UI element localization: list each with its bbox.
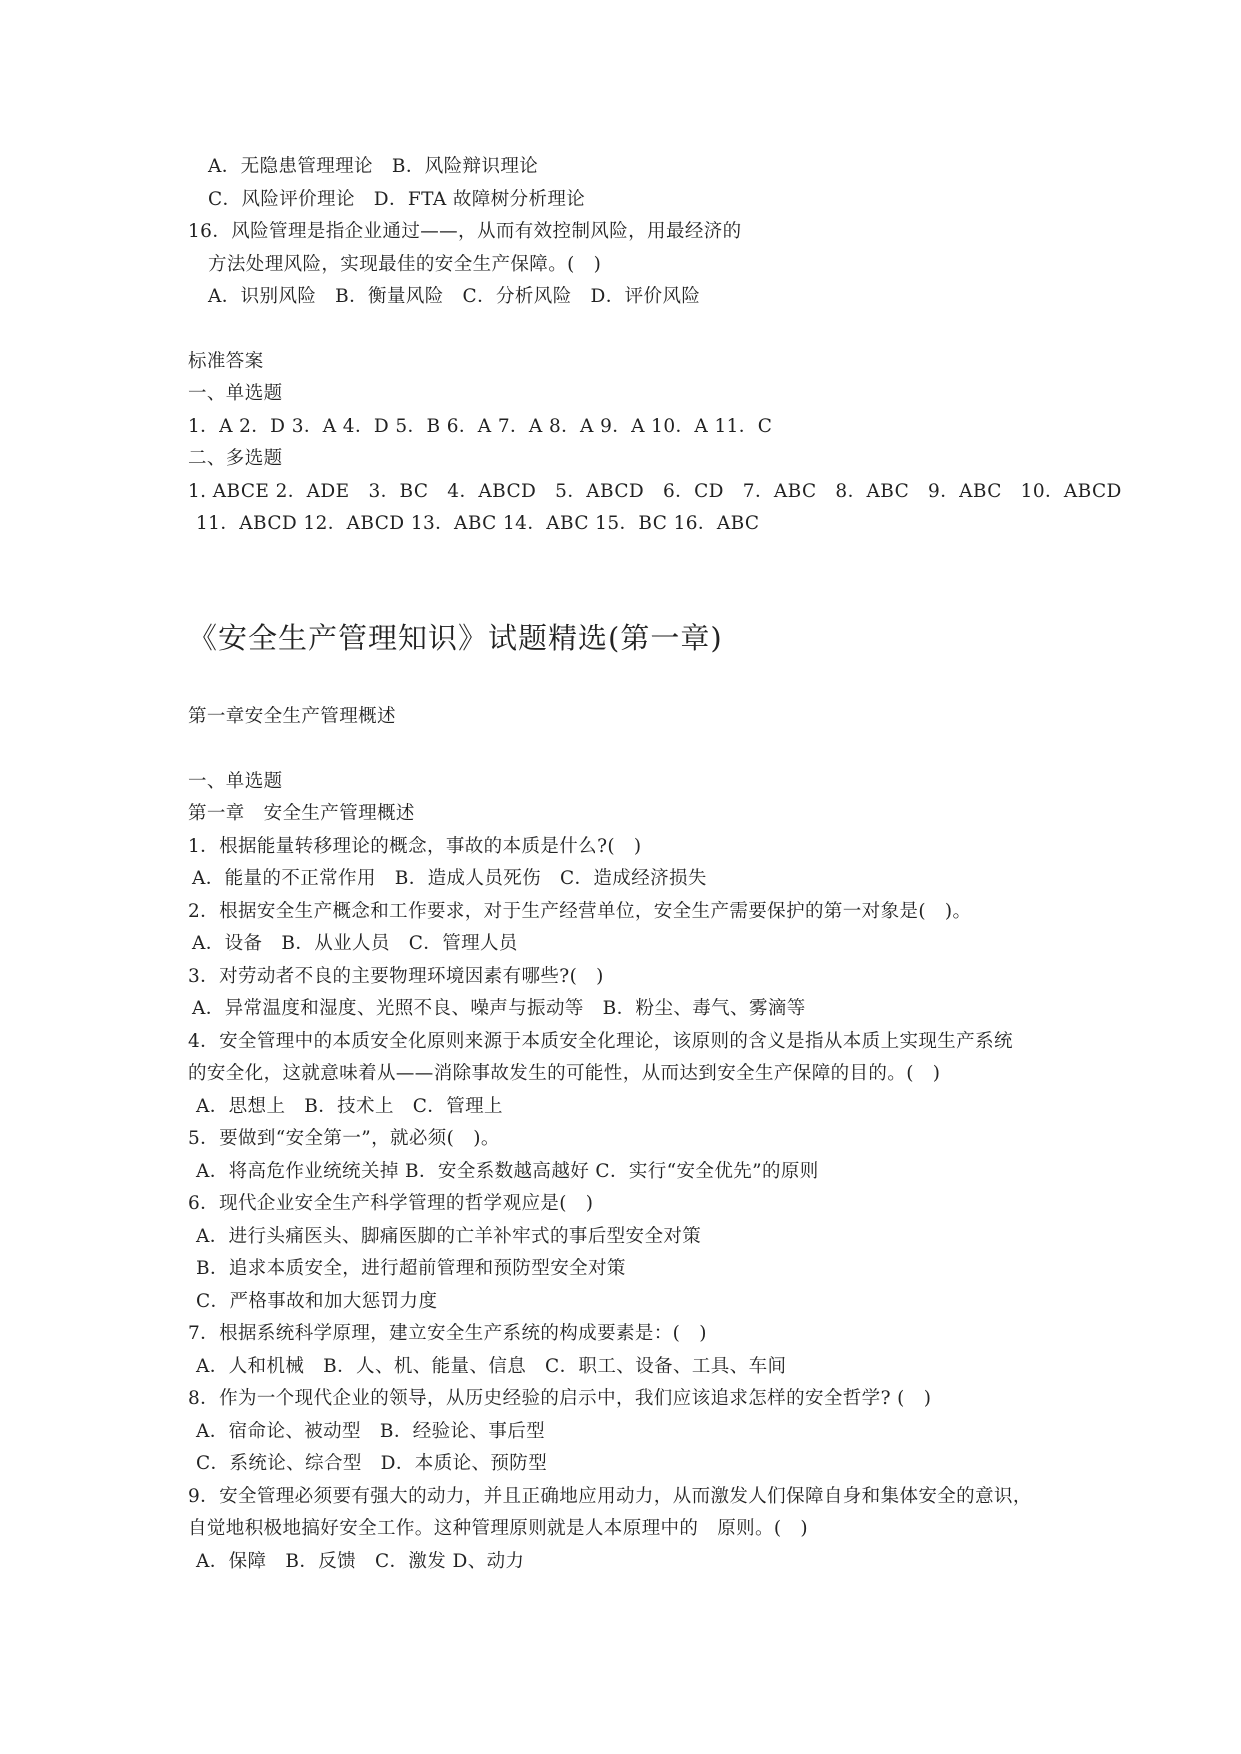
answer-line: 1. ABCE 2．ADE 3．BC 4．ABCD 5．ABCD 6．CD 7．ABC 8．ABC 9．ABC 10．ABCD [188, 481, 1122, 502]
question-line: 7．根据系统科学原理，建立安全生产系统的构成要素是：( ) [188, 1323, 707, 1344]
option-line: B．追求本质安全，进行超前管理和预防型安全对策 [196, 1258, 626, 1279]
option-line: A．识别风险 B．衡量风险 C．分析风险 D．评价风险 [208, 286, 701, 307]
option-line: C．风险评价理论 D．FTA 故障树分析理论 [208, 189, 586, 210]
section-heading: 二、多选题 [188, 448, 283, 469]
question-line: 6．现代企业安全生产科学管理的哲学观应是( ) [188, 1193, 594, 1214]
question-line: 1．根据能量转移理论的概念，事故的本质是什么?( ) [188, 836, 642, 857]
answer-line: 11．ABCD 12．ABCD 13．ABC 14．ABC 15．BC 16．ABC [196, 513, 760, 534]
question-line: 8．作为一个现代企业的领导，从历史经验的启示中，我们应该追求怎样的安全哲学? ( ) [188, 1388, 932, 1409]
question-line: 3．对劳动者不良的主要物理环境因素有哪些?( ) [188, 966, 604, 987]
question-line: 16．风险管理是指企业通过——，从而有效控制风险，用最经济的 [188, 221, 742, 242]
answer-heading: 标准答案 [188, 351, 264, 372]
option-line: A．设备 B．从业人员 C．管理人员 [192, 933, 518, 954]
page-title: 《安全生产管理知识》试题精选(第一章) [188, 621, 723, 655]
option-line: A．将高危作业统统关掉 B．安全系数越高越好 C．实行“安全优先”的原则 [196, 1161, 819, 1182]
section-heading: 一、单选题 [188, 383, 283, 404]
option-line: A．思想上 B．技术上 C．管理上 [196, 1096, 503, 1117]
option-line: A．进行头痛医头、脚痛医脚的亡羊补牢式的事后型安全对策 [196, 1226, 702, 1247]
chapter-heading: 第一章安全生产管理概述 [188, 706, 396, 727]
option-line: C．系统论、综合型 D．本质论、预防型 [196, 1453, 548, 1474]
question-line: 方法处理风险，实现最佳的安全生产保障。( ) [208, 254, 602, 275]
question-line: 2．根据安全生产概念和工作要求，对于生产经营单位，安全生产需要保护的第一对象是( )。 [188, 901, 972, 922]
question-line: 5．要做到“安全第一”，就必须( )。 [188, 1128, 500, 1149]
question-line: 4．安全管理中的本质安全化原则来源于本质安全化理论，该原则的含义是指从本质上实现生产系统 [188, 1031, 1013, 1052]
option-line: A．无隐患管理理论 B．风险辩识理论 [208, 156, 539, 177]
question-line: 自觉地积极地搞好安全工作。这种管理原则就是人本原理中的 原则。( ) [188, 1518, 809, 1539]
question-line: 的安全化，这就意味着从——消除事故发生的可能性，从而达到安全生产保障的目的。( ) [188, 1063, 941, 1084]
question-line: 9．安全管理必须要有强大的动力，并且正确地应用动力，从而激发人们保障自身和集体安全的意识， [188, 1486, 1032, 1507]
section-heading: 一、单选题 [188, 771, 283, 792]
option-line: A．保障 B．反馈 C．激发 D、动力 [196, 1551, 525, 1572]
option-line: A．能量的不正常作用 B．造成人员死伤 C．造成经济损失 [192, 868, 707, 889]
answer-line: 1．A 2．D 3．A 4．D 5．B 6．A 7．A 8．A 9．A 10．A 11．C [188, 416, 773, 437]
option-line: C．严格事故和加大惩罚力度 [196, 1291, 438, 1312]
chapter-subheading: 第一章 安全生产管理概述 [188, 803, 415, 824]
option-line: A．异常温度和湿度、光照不良、噪声与振动等 B．粉尘、毒气、雾滴等 [192, 998, 806, 1019]
option-line: A．宿命论、被动型 B．经验论、事后型 [196, 1421, 546, 1442]
option-line: A．人和机械 B．人、机、能量、信息 C．职工、设备、工具、车间 [196, 1356, 787, 1377]
